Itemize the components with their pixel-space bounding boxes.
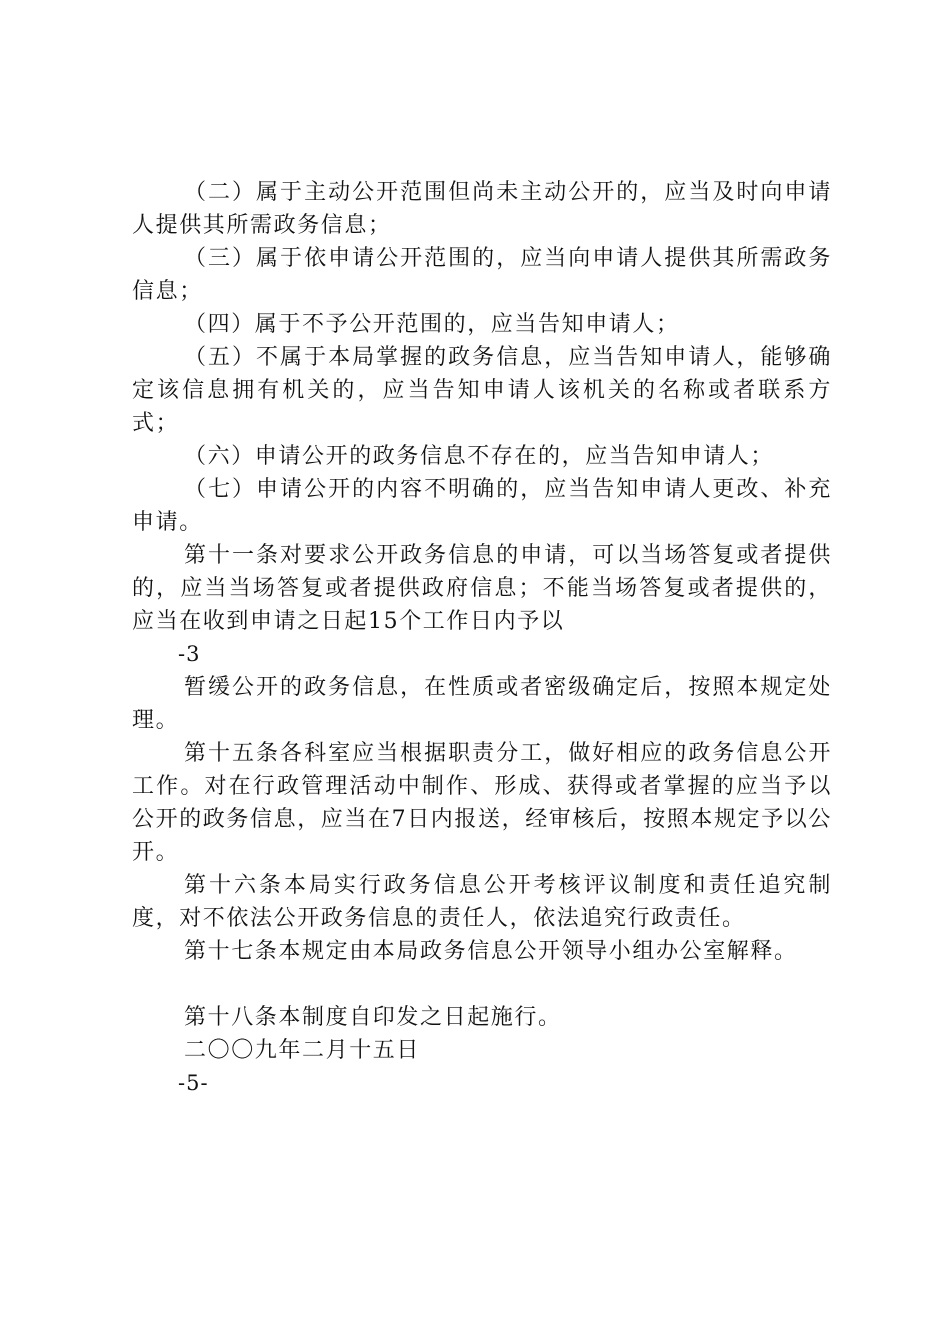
article-11: 第十一条对要求公开政务信息的申请，可以当场答复或者提供的，应当当场答复或者提供政府信息；不能当场答复或者提供的，应当在收到申请之日起15个工作日内予以 <box>132 543 832 634</box>
item-4: （四）属于不予公开范围的，应当告知申请人； <box>184 312 680 337</box>
article-17: 第十七条本规定由本局政务信息公开领导小组办公室解释。 <box>184 939 798 964</box>
document-date: 二〇〇九年二月十五日 <box>184 1038 421 1063</box>
article-16: 第十六条本局实行政务信息公开考核评议制度和责任追究制度，对不依法公开政务信息的责任人，依法追究行政责任。 <box>132 873 832 931</box>
page-break-marker: -3 <box>178 642 201 666</box>
article-18: 第十八条本制度自印发之日起施行。 <box>184 1005 562 1030</box>
item-3: （三）属于依申请公开范围的，应当向申请人提供其所需政务信息； <box>132 246 832 304</box>
item-6: （六）申请公开的政务信息不存在的，应当告知申请人； <box>184 444 775 469</box>
page-number: -5- <box>178 1071 209 1095</box>
deferred-info-paragraph: 暂缓公开的政务信息，在性质或者密级确定后，按照本规定处理。 <box>132 675 832 733</box>
item-5: （五）不属于本局掌握的政务信息，应当告知申请人，能够确定该信息拥有机关的，应当告知申请人该机关的名称或者联系方式； <box>132 345 832 436</box>
item-2: （二）属于主动公开范围但尚未主动公开的，应当及时向申请人提供其所需政务信息； <box>132 180 832 238</box>
article-15: 第十五条各科室应当根据职责分工，做好相应的政务信息公开工作。对在行政管理活动中制作、形成、获得或者掌握的应当予以公开的政务信息，应当在7日内报送，经审核后，按照本规定予以公开。 <box>132 741 832 865</box>
paragraph-gap <box>132 968 832 1001</box>
document-body <box>132 176 832 1100</box>
item-7: （七）申请公开的内容不明确的，应当告知申请人更改、补充申请。 <box>132 477 832 535</box>
